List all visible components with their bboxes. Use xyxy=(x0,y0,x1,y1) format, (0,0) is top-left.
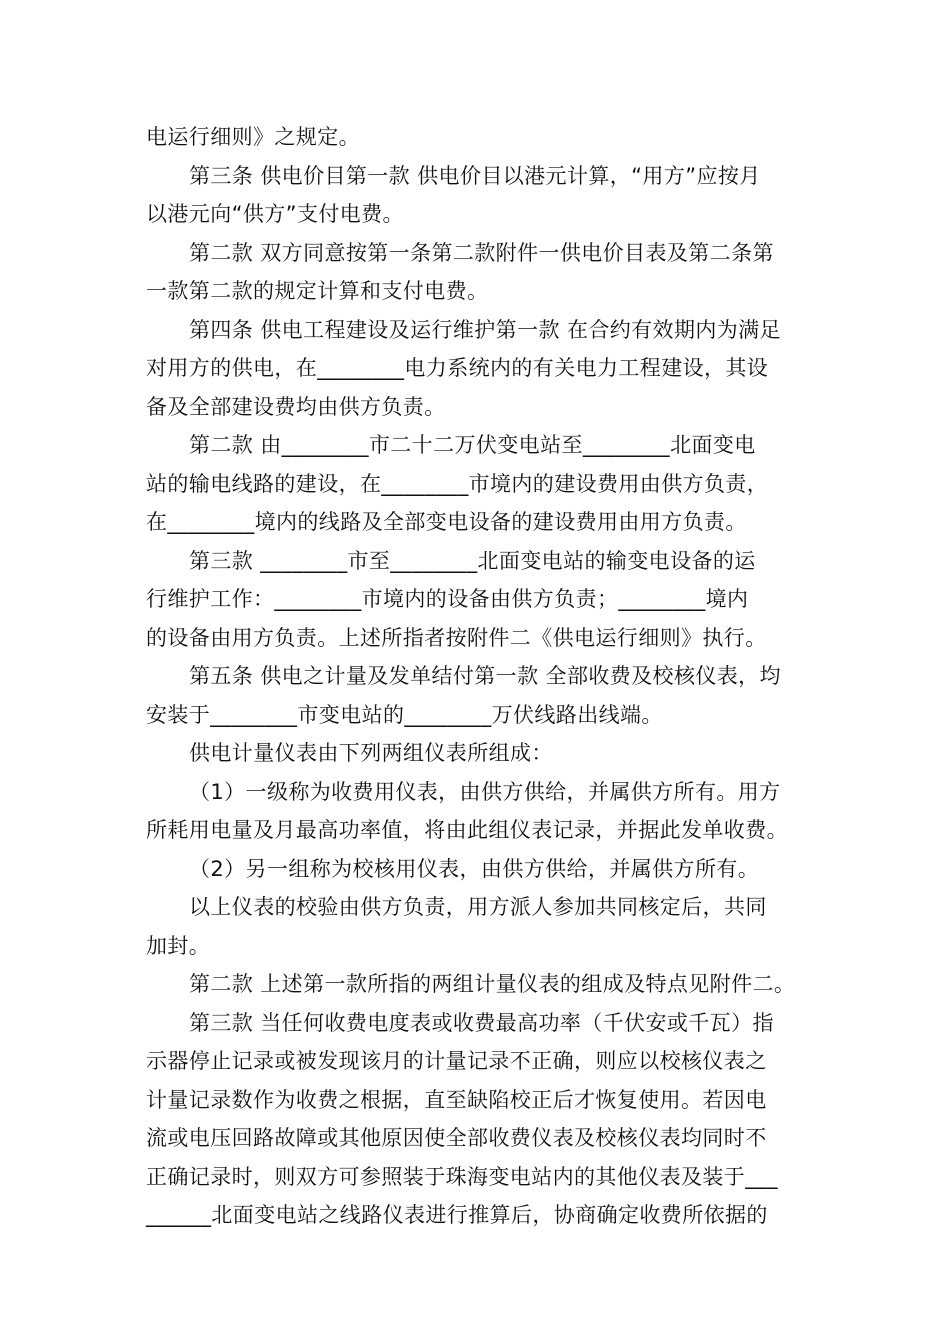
text-line: 的设备由用方负责。上述所指者按附件二《供电运行细则》执行。 xyxy=(146,625,767,650)
text-line: 第二款 由________市二十二万伏变电站至________北面变电 xyxy=(189,433,756,457)
text-line: 站的输电线路的建设，在________市境内的建设费用由供方负责， xyxy=(146,471,769,496)
text-line: 第三款 ________市至________北面变电站的输变电设备的运 xyxy=(189,548,756,573)
text-line: 备及全部建设费均由供方负责。 xyxy=(146,394,446,419)
text-line: 以上仪表的校验由供方负责，用方派人参加共同核定后，共同 xyxy=(189,895,767,919)
text-line: ______北面变电站之线路仪表进行推算后，协商确定收费所依据的 xyxy=(146,1203,768,1227)
text-line: 第四条 供电工程建设及运行维护第一款 在合约有效期内为满足 xyxy=(189,317,781,342)
text-line: 供电计量仪表由下列两组仪表所组成： xyxy=(189,741,553,765)
text-line: 第三款 当任何收费电度表或收费最高功率（千伏安或千瓦）指 xyxy=(189,1010,774,1035)
text-line: 第五条 供电之计量及发单结付第一款 全部收费及校核仪表，均 xyxy=(189,664,781,688)
text-line: 在________境内的线路及全部变电设备的建设费用由用方负责。 xyxy=(146,510,747,534)
text-line: 行维护工作：________市境内的设备由供方负责；________境内 xyxy=(146,587,749,611)
text-line: 所耗用电量及月最高功率值，将由此组仪表记录，并据此发单收费。 xyxy=(146,818,788,842)
text-line: （2）另一组称为校核用仪表，由供方供给，并属供方所有。 xyxy=(189,856,760,881)
text-line: 以港元向“供方”支付电费。 xyxy=(146,202,404,226)
contract-text xyxy=(146,118,810,1235)
text-line: 一款第二款的规定计算和支付电费。 xyxy=(146,279,489,303)
text-line: 电运行细则》之规定。 xyxy=(146,125,360,149)
text-line: 正确记录时，则双方可参照装于珠海变电站内的其他仪表及装于___ xyxy=(146,1164,778,1189)
text-line: 示器停止记录或被发现该月的计量记录不正确，则应以校核仪表之 xyxy=(146,1049,767,1073)
text-line: 加封。 xyxy=(146,933,211,958)
text-line: 第三条 供电价目第一款 供电价目以港元计算，“用方”应按月 xyxy=(189,163,761,188)
text-line: 流或电压回路故障或其他原因使全部收费仪表及校核仪表均同时不 xyxy=(146,1126,767,1150)
text-line: 第二款 上述第一款所指的两组计量仪表的组成及特点见附件二。 xyxy=(189,972,796,996)
text-line: 安装于________市变电站的________万伏线路出线端。 xyxy=(146,702,663,727)
text-line: 第二款 双方同意按第一条第二款附件一供电价目表及第二条第 xyxy=(189,240,774,265)
text-line: （1）一级称为收费用仪表，由供方供给，并属供方所有。用方 xyxy=(189,779,781,804)
text-line: 计量记录数作为收费之根据，直至缺陷校正后才恢复使用。若因电 xyxy=(146,1087,767,1112)
text-line: 对用方的供电，在________电力系统内的有关电力工程建设，其设 xyxy=(146,356,769,380)
